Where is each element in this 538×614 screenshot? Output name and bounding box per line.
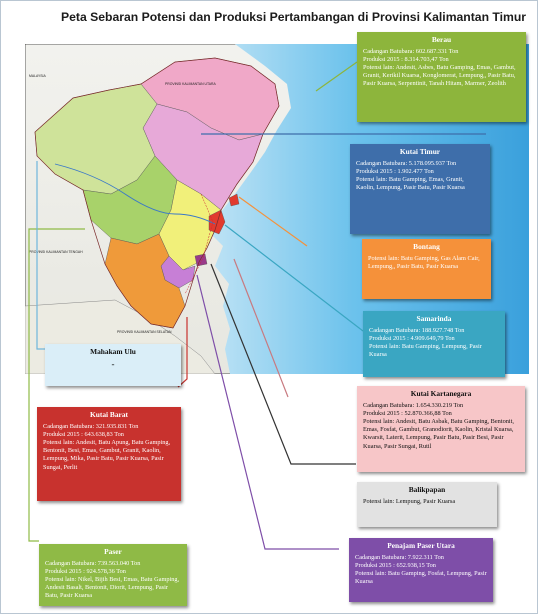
region-detail-line: Potensi lain: Batu Gamping, Emas, Granit, Kaolin, Lempung, Pasir Batu, Pasir Kuarsa bbox=[356, 176, 465, 192]
region-detail-line: Cadangan Batubara: 321.935.831 Ton bbox=[43, 423, 139, 431]
map-label-north: PROVINSI KALIMANTAN UTARA bbox=[165, 82, 216, 86]
region-detail-line: Cadangan Batubara: 1.654.330.219 Ton bbox=[363, 402, 464, 410]
map-label-central: PROVINSI KALIMANTAN TENGAH bbox=[29, 250, 83, 254]
info-box-kutai-kartanegara bbox=[357, 386, 525, 472]
info-box-berau bbox=[357, 32, 526, 122]
region-detail-line: Potensi lain: Lempung, Pasir Kuarsa bbox=[363, 498, 456, 506]
info-box-bontang bbox=[362, 239, 491, 299]
region-name: Bontang bbox=[413, 242, 440, 251]
region-detail-line: Produksi 2015 : 1.902.477 Ton bbox=[356, 168, 434, 176]
region-detail-line: Cadangan Batubara: 188.927.748 Ton bbox=[369, 327, 465, 335]
region-detail-line: Potensi lain: Batu Gamping, Lempung, Pasir Kuarsa bbox=[369, 343, 482, 359]
region-detail-line: Cadangan Batubara: 602.687.331 Ton bbox=[363, 48, 459, 56]
info-box-penajam-paser-utara bbox=[349, 538, 493, 602]
region-name: Berau bbox=[431, 35, 452, 44]
region-detail-line: Potensi lain: Andesit, Batu Asbak, Batu Gamping, Bentonit, Emas, Fosfat, Gambut, Granodiorit, Kaolin, Kristal Kuarsa, Kwarsit, Laterit, Lempung, Pasir Batu, Pasir Besi, Pasir Kuarsa, Pasir Sungai, Rutil bbox=[363, 418, 514, 450]
region-detail-line: Produksi 2015 : 652.938,15 Ton bbox=[355, 562, 436, 570]
info-box-mahakam-ulu bbox=[45, 344, 181, 386]
region-name: Kutai Timur bbox=[399, 147, 441, 156]
info-box-balikpapan bbox=[357, 482, 497, 527]
region-detail-line: Produksi 2015 : 52.870.366,88 Ton bbox=[363, 410, 452, 418]
map-label-west: MALAYSIA bbox=[29, 74, 46, 78]
info-box-paser bbox=[39, 544, 187, 606]
region-detail-line: Produksi 2015 : 4.909.649,79 Ton bbox=[369, 335, 455, 343]
region-detail-line: Potensi lain: Andesit, Batu Apung, Batu Gamping, Bentonit, Besi, Emas, Gambut, Granit, Kaolin, Lempung, Mika, Pasir Batu, Pasir Kuarsa, Pasir Sungai, Perlit bbox=[43, 439, 171, 471]
map-title: Peta Sebaran Potensi dan Produksi Pertambangan di Provinsi Kalimantan Timur bbox=[61, 10, 527, 24]
region-detail-line: Potensi lain: Batu Gamping, Gas Alam Cair, Lempung,, Pasir Batu, Pasir Kuarsa bbox=[368, 255, 480, 271]
region-detail-line: Potensi lain: Batu Gamping, Fosfat, Lempung, Pasir Kuarsa bbox=[355, 570, 487, 586]
info-box-kutai-timur bbox=[350, 144, 490, 234]
region-name: Penajam Paser Utara bbox=[387, 541, 455, 550]
region-detail-line: Produksi 2015 : 8.314.703,47 Ton bbox=[363, 56, 449, 64]
region-balikpapan-shape bbox=[195, 254, 207, 266]
region-name: Kutai Kartanegara bbox=[410, 389, 472, 398]
region-detail-line: Potensi lain: Andesit, Asbes, Batu Gamping, Emas, Gambut, Granit, Kerikil Kuarsa, Konglomerat, Lempung,, Pasir Batu, Pasir Kuarsa, Serpentinit, Tanah Hitam, Marmer, Zeolith bbox=[363, 64, 516, 88]
region-detail-line: Produksi 2015 : 643.638,83 Ton bbox=[43, 431, 124, 439]
region-detail-line: Produksi 2015 : 924.578,36 Ton bbox=[45, 568, 126, 576]
region-name: Paser bbox=[104, 547, 122, 556]
region-name: Kutai Barat bbox=[90, 410, 128, 419]
region-detail-line: Cadangan Batubara: 739.563.040 Ton bbox=[45, 560, 141, 568]
info-box-samarinda bbox=[363, 311, 505, 377]
map-label-south: PROVINSI KALIMANTAN SELATAN bbox=[117, 330, 172, 334]
region-detail-line: - bbox=[111, 359, 115, 370]
region-detail-line: Cadangan Batubara: 5.178.095.937 Ton bbox=[356, 160, 457, 168]
region-name: Samarinda bbox=[416, 314, 452, 323]
region-detail-line: Potensi lain: Nikel, Bijih Besi, Emas, Batu Gamping, Andesit Basalt, Bentonit, Diorit, Lempung, Pasir Batu, Pasir Kuarsa bbox=[45, 576, 180, 600]
info-box-kutai-barat bbox=[37, 407, 181, 501]
region-detail-line: Cadangan Batubara: 7.922.311 Ton bbox=[355, 554, 444, 562]
region-name: Mahakam Ulu bbox=[90, 347, 136, 356]
region-name: Balikpapan bbox=[408, 485, 446, 494]
